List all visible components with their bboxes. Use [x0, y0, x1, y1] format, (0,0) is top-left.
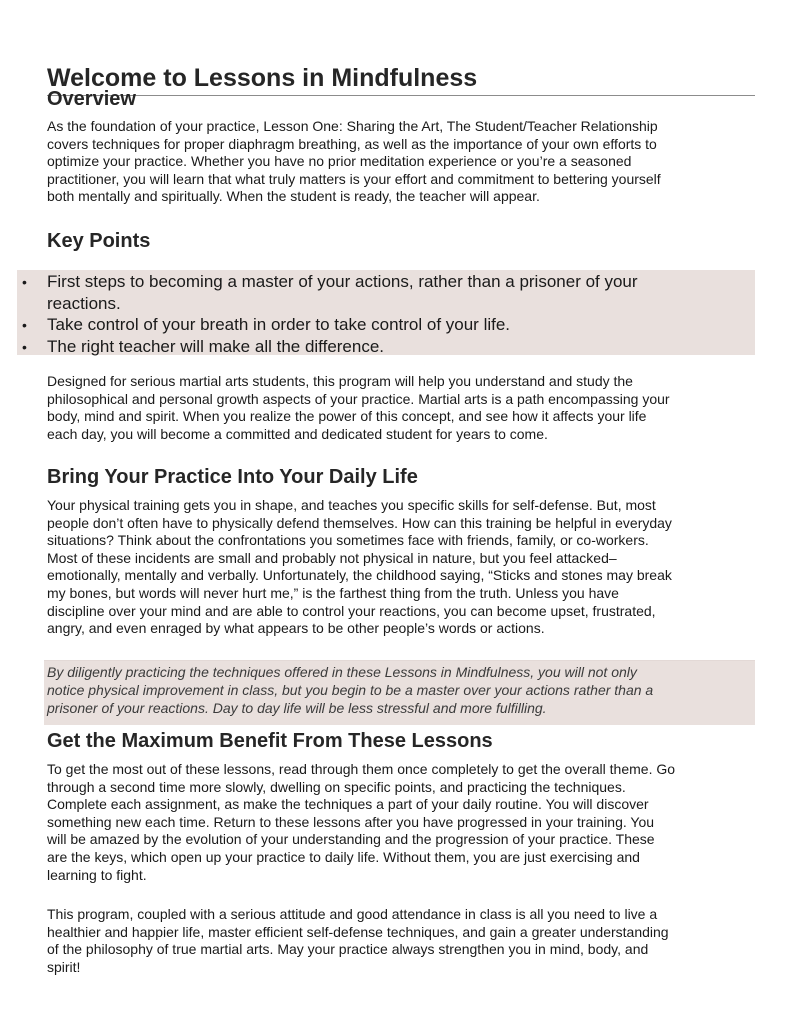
- key-points-heading: Key Points: [47, 230, 151, 252]
- key-point-text: reactions.: [47, 293, 121, 313]
- overview-heading: Overview: [47, 88, 136, 110]
- text-line: will be amazed by the evolution of your understanding and the progression of your practice. These: [47, 831, 655, 848]
- text-line: Most of these incidents are small and probably not physical in nature, but you feel attacked–: [47, 549, 617, 566]
- text-line: philosophical and personal growth aspects of your practice. Martial arts is a path encompassing your: [47, 390, 670, 407]
- key-point-text: First steps to becoming a master of your actions, rather than a prisoner of your: [47, 272, 638, 291]
- text-line: body, mind and spirit. When you realize the power of this concept, and see how it affects your life: [47, 408, 647, 425]
- key-point-text: The right teacher will make all the difference.: [47, 336, 385, 356]
- text-line: of the philosophy of true martial arts. May your practice always strengthen you in mind, body, and: [47, 941, 649, 958]
- text-line: To get the most out of these lessons, read through them once completely to get the overall theme. Go: [47, 761, 676, 777]
- overview-paragraph: [47, 118, 759, 206]
- text-line: angry, and even enraged by what appears to be other people’s words or actions.: [47, 620, 545, 637]
- text-line: emotionally, mentally and verbally. Unfortunately, the childhood saying, “Sticks and stones may break: [47, 567, 672, 584]
- text-line: through a second time more slowly, dwelling on specific points, and practicing the techniques.: [47, 778, 626, 795]
- text-line: By diligently practicing the techniques offered in these Lessons in Mindfulness, you will not only: [47, 664, 637, 680]
- text-line: As the foundation of your practice, Lesson One: Sharing the Art, The Student/Teacher Relationship: [47, 118, 658, 134]
- key-points-list: [17, 270, 755, 355]
- text-line: people don’t often have to physically defend themselves. How can this training be helpful in everyday: [47, 514, 672, 531]
- key-points-paragraph: [47, 373, 759, 443]
- key-point-item: [17, 271, 755, 314]
- text-line: healthier and happier life, master efficient self-defense techniques, and gain a greater understanding: [47, 923, 669, 940]
- bullet-icon: •: [22, 338, 27, 355]
- bullet-icon: •: [22, 274, 27, 290]
- highlighted-quote: [44, 660, 755, 725]
- text-line: discipline over your mind and are able to control your reactions, you can become upset, frustrated,: [47, 602, 656, 619]
- daily-life-paragraph: [47, 497, 759, 638]
- text-line: are the keys, which open up your practice to daily life. Without them, you are just exercising and: [47, 848, 640, 865]
- text-line: This program, coupled with a serious attitude and good attendance in class is all you need to live a: [47, 906, 658, 922]
- text-line: my bones, but words will never hurt me,” is the farthest thing from the truth. Unless you have: [47, 584, 619, 601]
- text-line: Your physical training gets you in shape, and teaches you specific skills for self-defense. But, most: [47, 497, 656, 513]
- text-line: spirit!: [47, 958, 81, 975]
- text-line: practitioner, you will learn that what truly matters is your effort and commitment to bettering yourself: [47, 170, 661, 187]
- text-line: prisoner of your reactions. Day to day life will be less stressful and more fulfilling.: [47, 700, 547, 716]
- text-line: something new each time. Return to these lessons after you have progressed in your training. You: [47, 813, 655, 830]
- bullet-icon: •: [22, 317, 27, 333]
- text-line: covers techniques for proper diaphragm breathing, as well as the importance of your own efforts to: [47, 135, 657, 152]
- maximum-benefit-paragraph: [47, 761, 759, 884]
- text-line: Complete each assignment, as make the techniques a part of your daily routine. You will discover: [47, 796, 649, 813]
- text-line: both mentally and spiritually. When the student is ready, the teacher will appear.: [47, 188, 540, 205]
- key-point-item: [17, 314, 755, 336]
- key-point-text: Take control of your breath in order to take control of your life.: [47, 315, 511, 334]
- text-line: each day, you will become a committed and dedicated student for years to come.: [47, 425, 548, 442]
- closing-paragraph: [47, 906, 759, 976]
- page-title: Welcome to Lessons in Mindfulness: [47, 62, 755, 96]
- maximum-benefit-heading: Get the Maximum Benefit From These Lessons: [47, 730, 493, 752]
- daily-life-heading: Bring Your Practice Into Your Daily Life: [47, 466, 418, 488]
- text-line: optimize your practice. Whether you have no prior meditation experience or you’re a seasoned: [47, 153, 632, 170]
- quote-text: [44, 661, 755, 717]
- text-line: Designed for serious martial arts students, this program will help you understand and study the: [47, 373, 633, 389]
- text-line: notice physical improvement in class, but you begin to be a master over your actions rather than a: [47, 682, 654, 698]
- text-line: learning to fight.: [47, 866, 147, 883]
- text-line: situations? Think about the confrontations you sometimes face with friends, family, or co-workers.: [47, 532, 649, 549]
- key-point-item: [17, 336, 755, 358]
